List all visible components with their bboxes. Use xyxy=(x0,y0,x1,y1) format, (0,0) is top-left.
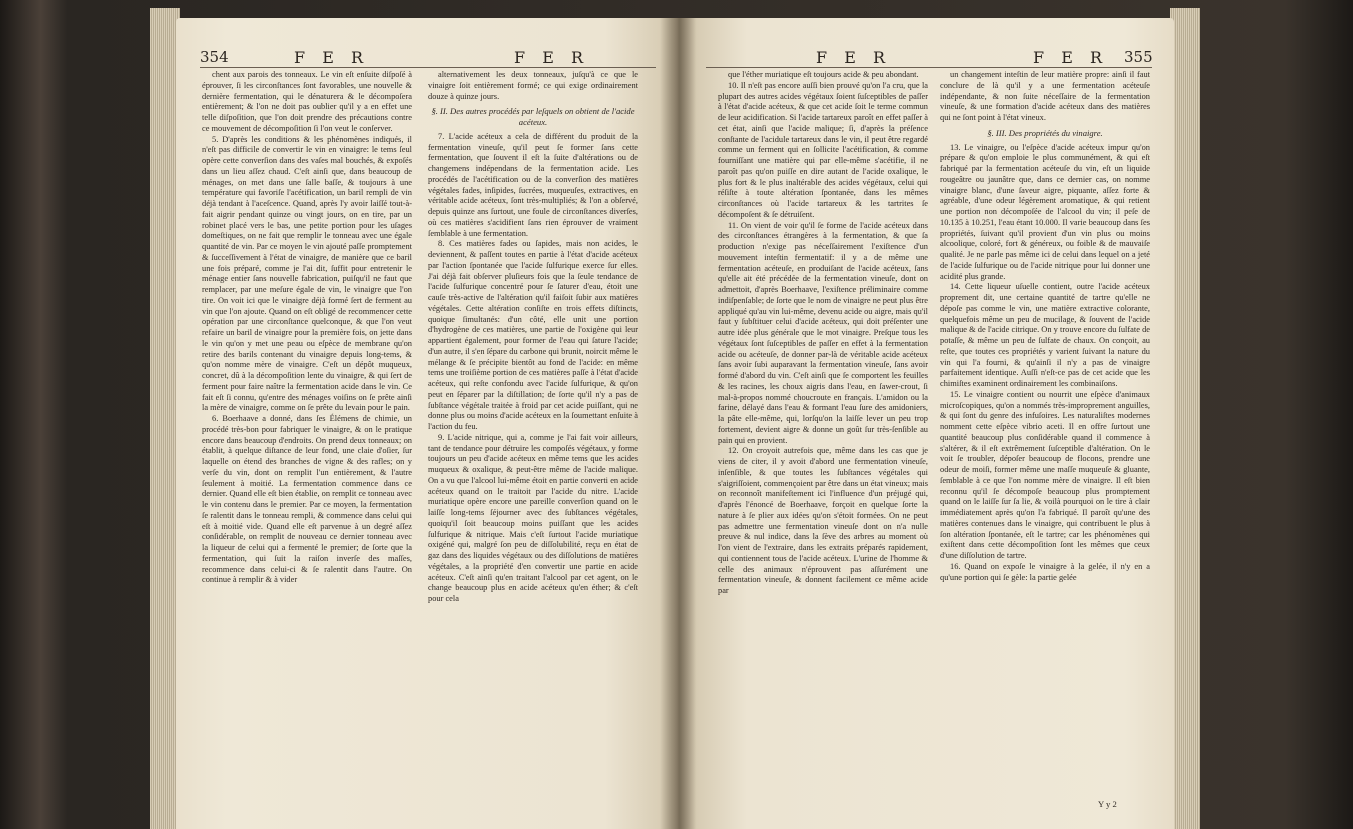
section-heading: §. II. Des autres procédés par leſquels on obtient de l'acide acéteux. xyxy=(431,106,635,127)
paragraph: 8. Ces matières fades ou ſapides, mais non acides, le deviennent, & paſſent toutes en partie à l'état d'acide acéteux par l'action ſpontanée que l'acide ſulfurique exerce ſur elles. J'ai déjà fait obſerver pluſieurs fois que la ſeule tendance de l'acide ſulfurique concentré pour ſe ſaturer d'eau, étoit une cauſe très-active de l'altération qu'il faiſoit ſubir aux matières végétales. Cette altération conſiſte en trois effets diſtincts, quoique ſimultanés: d'un côté, elle unit une portion d'hydrogène de ces matières, une partie de l'oxigène qui leur appartient également, pour former de l'eau qui ſature l'acide; d'un autre, il s'en ſépare du carbone qui brunit, noircit même le mélange & ſe précipite bientôt au fond de l'acide: en même tems une troiſième portion de ces matières paſſe à l'état d'acide acéteux, qui reſte confondu avec l'acide ſulfurique, & qu'on peut en ſéparer par la diſtillation; de ſorte qu'il n'y a pas de ſubſtance végétale traitée à froid par cet acide puiſſant, qui ne donne plus ou moins d'acide acéteux en la ſoumettant enſuite à l'action du feu. xyxy=(428,239,638,431)
left-page-number: 354 xyxy=(200,48,229,66)
paragraph: 10. Il n'eſt pas encore auſſi bien prouvé qu'on l'a cru, que la plupart des autres acides végétaux ſoient ſuſceptibles de paſſer à l'état d'acide acéteux, & que cet acide ſoit le terme commun de leur acidification. Si l'acide tartareux paroît en effet paſſer à cet état, ainſi que l'acide malique; ſi, d'après la préſence conſtante de l'acidule tartareux dans le vin, il peut être regardé comme un ferment qui en ſollicite l'acétification, & comme fourniſſant une matière qui par elle-même s'acétifie, il ne paroît pas qu'on puiſſe en dire autant de l'acide oxalique, le plus fort & le plus inaltérable des acides végétaux, celui qui réſiſte à toute altération ſpontanée, dans les mêmes circonſtances où l'acide tartareux & les tartrites ſe décompoſent & ſe détruiſent. xyxy=(718,80,928,219)
paragraph: 11. On vient de voir qu'il ſe forme de l'acide acéteux dans des circonſtances étrangères à la fermentation, & que ſa production n'exige pas néceſſairement l'exiſtence d'un mouvement inteſtin fermentatif: il y a de même une fermentation acéteuſe, en produiſant de l'acide acéteux, ſans qu'elle ait été précédée de la fermentation vineuſe, dont on admettoit, d'après Boerhaave, l'exiſtence préliminaire comme indiſpenſable; de ſorte que le nom de vinaigre ne peut plus être appliqué qu'au vin lui-même, devenu acide ou aigre, mais qu'il faut y ſubſtituer celui d'acide acéteux, qui doit préſenter une autre idée plus générale que le mot vinaigre. Preſque tous les végétaux ſont ſuſceptibles de paſſer en effet à la fermentation acide ou acéteuſe, de donner par-là de véritable acide acéteux ſans avoir ſubi auparavant la fermentation vineuſe, ſans avoir formé d'abord du vin. C'eſt ainſi que ſe comportent les feuilles & les racines, les choux aigris dans l'eau, en ſawer-crout, ſi mal-à-propos nommé choucroute en français. L'amidon ou la farine, délayé dans l'eau & formant l'eau ſure des amidoniers, la pâte elle-même, qui, lorſqu'on la laiſſe lever un peu trop fortement, devient aigre & donne un goût ſur très-ſenſible au pain qui en provient. xyxy=(718,220,928,445)
right-header-col4: F E R xyxy=(1033,48,1108,67)
left-page xyxy=(176,18,680,829)
paragraph: 15. Le vinaigre contient ou nourrit une eſpèce d'animaux microſcopiques, qu'on a nommés très-improprement anguilles, & qui ſont du genre des infuſoires. Les naturaliſtes modernes nomment cette eſpèce vibrio aceti. Il en offre ſurtout une quantité beaucoup plus conſidérable quand il commence à s'altérer, & il eſt extrêmement ſuſceptible d'altération. On le voit ſe troubler, dépoſer beaucoup de flocons, prendre une odeur de moiſi, former même une maſſe muqueuſe & gluante, ſemblable à ce que l'on nomme mère de vinaigre. Il eſt bien reconnu qu'il ſe décompoſe beaucoup plus promptement quand on le laiſſe ſur ſa lie, & voilà pourquoi on le tire à clair immédiatement après qu'on l'a fabriqué. Il paroît qu'une des matières contenues dans le vinaigre, qui contribuent le plus à ſon altération ſpontanée, eſt le tartre; car les phénomènes qui exiſtent dans cette décompoſition ſont les mêmes que ceux d'une diſſolution de tartre. xyxy=(940,389,1150,560)
left-header-col2: F E R xyxy=(514,48,589,67)
column-3 xyxy=(718,70,928,597)
column-4 xyxy=(940,70,1150,583)
signature-mark: Y y 2 xyxy=(1098,799,1117,809)
paragraph: alternativement les deux tonneaux, juſqu'à ce que le vinaigre ſoit entièrement formé; ce qui exige ordinairement douze à quinze jours. xyxy=(428,70,638,101)
paragraph: 13. Le vinaigre, ou l'eſpèce d'acide acéteux impur qu'on prépare & qu'on emploie le plus communément, & qui eſt fabriqué par la fermentation acéteuſe du vin, eſt un liquide rougeâtre ou jaunâtre que, dans ce dernier cas, on nomme vinaigre blanc, d'une ſaveur aigre, piquante, aſſez forte & agréable, d'une odeur légèrement aromatique, & qui retient une portion non décompoſée de l'alcool du vin; il peſe de 10.135 à 10.251, l'eau étant 10.000. Il varie beaucoup dans ſes propriétés, ſuivant qu'il provient d'un vin plus ou moins alcoolique, coloré, fort & généreux, ou foible & de mauvaiſe qualité. Je ne parle pas même ici de celui dans lequel on a jeté de l'acide ſulfurique ou de l'acide nitrique pour lui donner une acidité plus grande. xyxy=(940,142,1150,281)
paragraph: 14. Cette liqueur uſuelle contient, outre l'acide acéteux proprement dit, une certaine quantité de tartre qu'elle ne dépoſe pas comme le vin, une matière extractive colorante, quelquefois même un peu de mucilage, & ſouvent de l'acide malique & de l'acide citrique. On y trouve encore du ſulfate de potaſſe, & même un peu de ſulfate de chaux. On conçoit, au reſte, que toutes ces propriétés y varient ſuivant la nature du vin qui l'a fourni, & qu'ainſi il n'y a pas de vinaigre parfaitement identique. Auſſi n'eſt-ce pas de cet acide que les chimiſtes examinent ordinairement les combinaiſons. xyxy=(940,282,1150,388)
left-header-col1: F E R xyxy=(294,48,369,67)
paragraph: 9. L'acide nitrique, qui a, comme je l'ai fait voir ailleurs, tant de tendance pour détruire les compoſés végétaux, y forme toujours un peu d'acide acéteux en même tems que les acides muqueux & oxalique, & peut-être même de l'acide malique. On a vu que l'alcool lui-même étoit en partie converti en acide acéteux quand on le traitoit par l'acide du nitre. L'acide muriatique opère encore une pareille converſion quand on le laiſſe long-tems ſéjourner avec des ſubſtances végétales, quoiqu'il ſoit beaucoup moins puiſſant que les acides ſulfurique & nitrique. Mais c'eſt ſurtout l'acide muriatique oxigéné qui, malgré ſon peu de diſſolubilité, reçu en état de gaz dans des liquides végétaux ou des diſſolutions de matières végétales, a la propriété d'en convertir une partie en acide acéteux. C'eſt ainſi qu'en traitant l'alcool par cet agent, on le change beaucoup plus en acide acéteux qu'en éther; & c'eſt pour cela xyxy=(428,432,638,603)
paragraph: 16. Quand on expoſe le vinaigre à la gelée, il n'y en a qu'une portion qui ſe gèle: la partie gelée xyxy=(940,561,1150,582)
right-page-edges xyxy=(1170,8,1200,829)
right-page xyxy=(678,18,1174,829)
right-page-number: 355 xyxy=(1124,48,1153,66)
right-header-col3: F E R xyxy=(816,48,891,67)
paragraph: que l'éther muriatique eſt toujours acide & peu abondant. xyxy=(728,70,919,79)
column-2 xyxy=(428,70,638,605)
paragraph: un changement inteſtin de leur matière propre: ainſi il faut conclure de là qu'il y a une fermentation acéteuſe indépendante, & non ſuite néceſſaire de la fermentation vineuſe, & une formation d'acide acéteux dans des matières qui ne ſont point à l'état vineux. xyxy=(940,70,1150,122)
column-1 xyxy=(202,70,412,586)
paragraph: 5. D'après les conditions & les phénomènes indiqués, il n'eſt pas difficile de convertir le vin en vinaigre: le tems ſeul opère cette converſion dans des vaſes mal bouchés, & expoſés dans un lieu aſſez chaud. C'eſt ainſi que, dans beaucoup de ménages, on met dans une ſalle baſſe, & toujours à une température qui favoriſe l'acétification, un baril rempli de vin déjà tendant à l'aceſcence. Quand, après l'y avoir laiſſé tout-à-fait aigrir pendant quinze ou vingt jours, on en tire, par un robinet placé vers le bas, une petite portion pour les uſages domeſtiques, on ne fait que remplir le tonneau avec une égale quantité de vin. Par ce moyen le vin ajouté paſſe promptement & ſucceſſivement à l'état de vinaigre, de manière que ce baril une fois préparé, comme je l'ai dit, ſuffit pour entretenir le ménage entier ſans nouvelle fabrication, puiſqu'il ne faut que remplacer, par une meſure égale de vin, le vinaigre que l'on tire. On voit ici que le vinaigre déjà formé ſert de ferment au vin que l'on ajoute. Quand on eſt obligé de recommencer cette opération par une circonſtance quelconque, & que l'on veut refaire un baril de vinaigre pour la première fois, on jette dans le vin qu'on y met une peau ou eſpèce de membrane qu'on retire des barils contenant du vinaigre depuis long-tems, & qu'on nomme mère de vinaigre. C'eſt un dépôt muqueux, concret, dû à la décompoſition lente du vinaigre, & qui ſert de ferment pour faire naître la fermentation acide dans le vin. Ce fait eſt ſi connu, qu'entre des ménages voiſins on ſe prête ainſi la mère de vinaigre, comme on ſe prête du levain pour le pain. xyxy=(202,134,412,413)
book-gutter xyxy=(660,18,696,829)
paragraph: 7. L'acide acéteux a cela de différent du produit de la fermentation vineuſe, qu'il peut ſe former ſans cette fermentation, que ſouvent il eſt la ſuite d'altérations ou de changemens indépendans de la fermentation acide. Les procédés de l'acétification ou de la converſion des matières végétales fades, inſipides, ſucrées, muqueuſes, extractives, en véritable acide acéteux, ſont très-multipliés; & l'on a obſervé, depuis quinze ans ſurtout, une foule de circonſtances diverſes, où ces matières s'acidifient ſans rien éprouver de vraiment ſemblable à une fermentation. xyxy=(428,131,638,238)
section-heading: §. III. Des propriétés du vinaigre. xyxy=(987,127,1103,138)
paragraph: 12. On croyoit autrefois que, même dans les cas que je viens de citer, il y avoit d'abord une fermentation vineuſe, inſenſible, & que toutes les ſubſtances végétales qui s'aigriſſoient, commençoient par être dans un état vineux; mais on reconnoît manifeſtement ici l'influence d'un préjugé qui, d'après l'énoncé de Boerhaave, forçoit en quelque ſorte la nature à ſe plier aux idées qu'on s'étoit formées. On ne peut pas admettre une fermentation vineuſe dont on n'a nulle preuve & nul indice, dans la ſève des arbres au moment où l'on vient de l'extraire, dans les extraits préparés rapidement, qui contiennent tous de l'acide acéteux. L'urine de l'homme & celle des animaux n'éprouvent pas aſſurément une fermentation vineuſe, & donnent facilement ce même acide par xyxy=(718,446,928,595)
left-header-rule xyxy=(200,67,656,68)
paragraph: chent aux parois des tonneaux. Le vin eſt enſuite diſpoſé à éprouver, ſi les circonſtances ſont favorables, une nouvelle & dernière fermentation, qui le dénaturera & le décompoſera entièrement; & l'on ne doit pas oublier qu'il y a en effet une telle diſpoſition, que l'on doit prendre des précautions contre ce mouvement de décompoſition ſi l'on veut le conſerver. xyxy=(202,70,412,133)
right-header-rule xyxy=(706,67,1152,68)
paragraph: 6. Boerhaave a donné, dans ſes Élémens de chimie, un procédé très-bon pour fabriquer le vinaigre, & on le pratique encore dans beaucoup d'endroits. On prend deux tonneaux; on établit, à quelque diſtance de leur fond, une claie d'oſier, ſur laquelle on étend des branches de vigne & des rafles; on y verſe du vin, dont on remplit l'un entièrement, & l'autre ſeulement à moitié. La fermentation commence dans ce dernier. Quand elle eſt bien établie, on remplit ce tonneau avec le vin contenu dans le premier. Par ce moyen, la fermentation ſe ralentit dans le tonneau rempli, & commence dans celui qui eſt à moitié vide. Quand elle eſt parvenue à un degré aſſez conſidérable, on remplit de nouveau ce dernier tonneau avec la liqueur de celui qui a fermenté le premier; de ſorte que la fermentation, qui ſuit la raiſon inverſe des maſſes, recommence dans celui-ci & ſe ralentit dans l'autre. On continue à remplir & à vider xyxy=(202,414,412,585)
